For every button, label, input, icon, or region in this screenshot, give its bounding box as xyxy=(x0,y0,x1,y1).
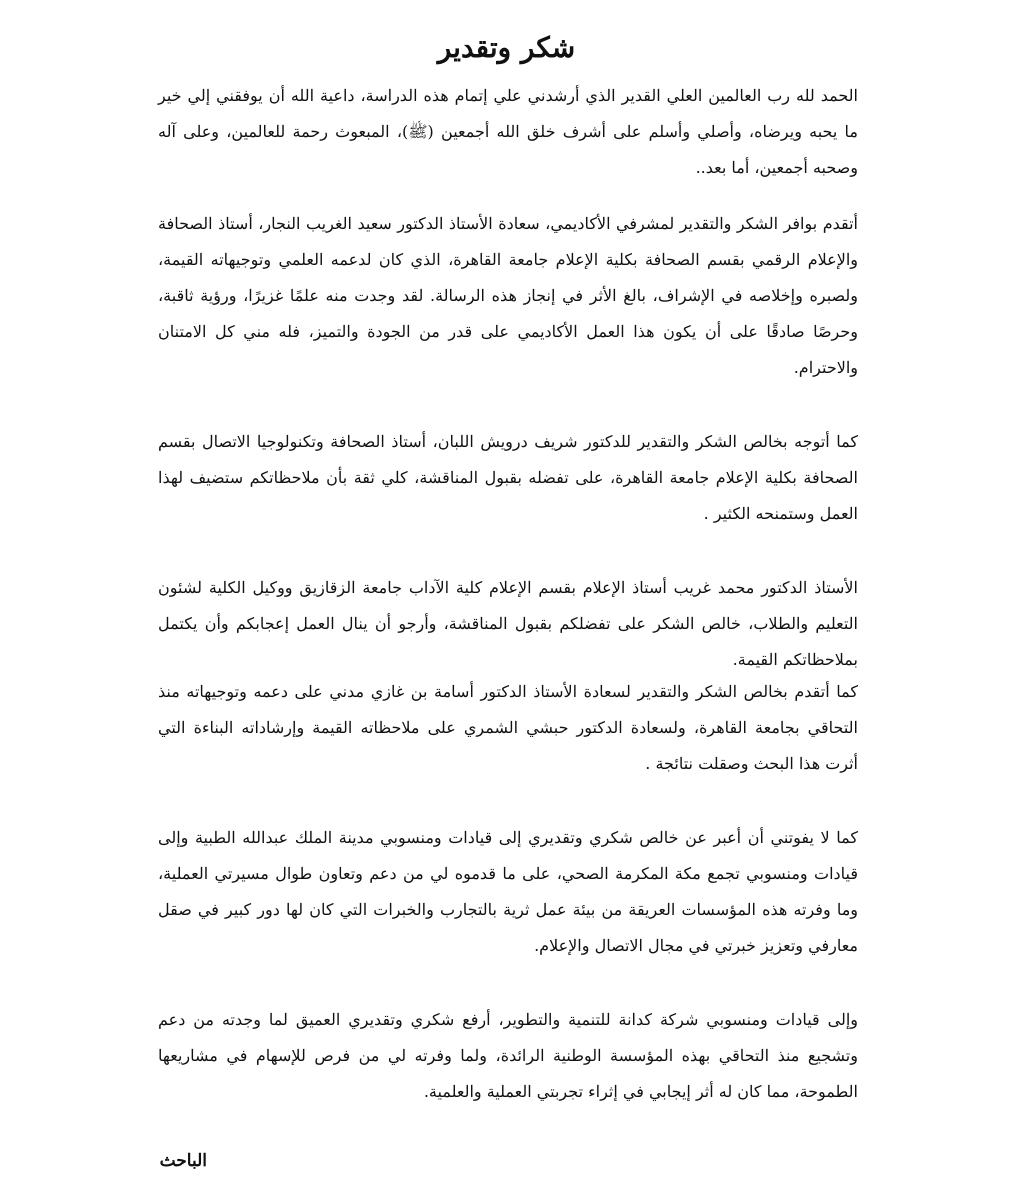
signature-researcher: الباحث xyxy=(159,1151,207,1171)
paragraph-thanks-supervisor: أتقدم بوافر الشكر والتقدير لمشرفي الأكاديمي، سعادة الأستاذ الدكتور سعيد الغريب النجار، أستاذ الصحافة والإعلام الرقمي بقسم الصحافة بكلية الإعلام جامعة القاهرة، الذي كان لدعمه العلمي وتوجيهاته القيمة، ولصبره وإخلاصه في الإشراف، بالغ الأثر في إنجاز هذه الرسالة. لقد وجدت منه علمًا غزيرًا، ورؤية ثاقبة، وحرصًا صادقًا على أن يكون هذا العمل الأكاديمي على قدر من الجودة والتميز، فله مني كل الامتنان والاحترام. xyxy=(158,214,858,377)
paragraph-opening-praise: الحمد لله رب العالمين العلي القدير الذي أرشدني علي إتمام هذه الدراسة، داعية الله أن يوفقني إلي خير ما يحبه ويرضاه، وأصلي وأسلم على أشرف خلق الله أجمعين (ﷺ)، المبعوث رحمة للعالمين، وعلى آله وصحبه أجمعين، أما بعد.. xyxy=(158,86,858,177)
paragraph-thanks-kidana: وإلى قيادات ومنسوبي شركة كدانة للتنمية والتطوير، أرفع شكري وتقديري العميق لما وجدته من دعم وتشجيع منذ التحاقي بهذه المؤسسة الوطنية الرائدة، ولما وفرته لي من فرص للإسهام في مشاريعها الطموحة، مما كان له أثر إيجابي في إثراء تجربتي العملية والعلمية. xyxy=(158,1010,858,1101)
paragraph-thanks-medical-city: كما لا يفوتني أن أعبر عن خالص شكري وتقديري إلى قيادات ومنسوبي مدينة الملك عبدالله الطبية وإلى قيادات ومنسوبي تجمع مكة المكرمة الصحي، على ما قدموه لي من دعم وتعاون طوال مسيرتي العملية، وما وفرته هذه المؤسسات العريقة من بيئة عمل ثرية بالتجارب والخبرات التي كان لها دور كبير في صقل معارفي وتعزيز خبرتي في مجال الاتصال والإعلام. xyxy=(158,828,858,955)
paragraph-thanks-examiner-1: كما أتوجه بخالص الشكر والتقدير للدكتور شريف درويش اللبان، أستاذ الصحافة وتكنولوجيا الاتصال بقسم الصحافة بكلية الإعلام جامعة القاهرة، على تفضله بقبول المناقشة، كلي ثقة بأن ملاحظاتكم ستضيف لهذا العمل وستمنحه الكثير . xyxy=(158,432,858,523)
paragraph-thanks-examiner-2: الأستاذ الدكتور محمد غريب أستاذ الإعلام بقسم الإعلام كلية الآداب جامعة الزقازيق ووكيل الكلية لشئون التعليم والطلاب، خالص الشكر على تفضلكم بقبول المناقشة، وأرجو أن ينال العمل إعجابكم وأن يكتمل بملاحظاتكم القيمة. xyxy=(158,578,858,669)
document-title: شكر وتقدير xyxy=(437,31,576,64)
paragraph-thanks-professors: كما أتقدم بخالص الشكر والتقدير لسعادة الأستاذ الدكتور أسامة بن غازي مدني على دعمه وتوجيهاته منذ التحاقي بجامعة القاهرة، ولسعادة الدكتور حبشي الشمري على ملاحظاته القيمة وإرشاداته البناءة التي أثرت هذا البحث وصقلت نتائجة . xyxy=(158,682,858,773)
